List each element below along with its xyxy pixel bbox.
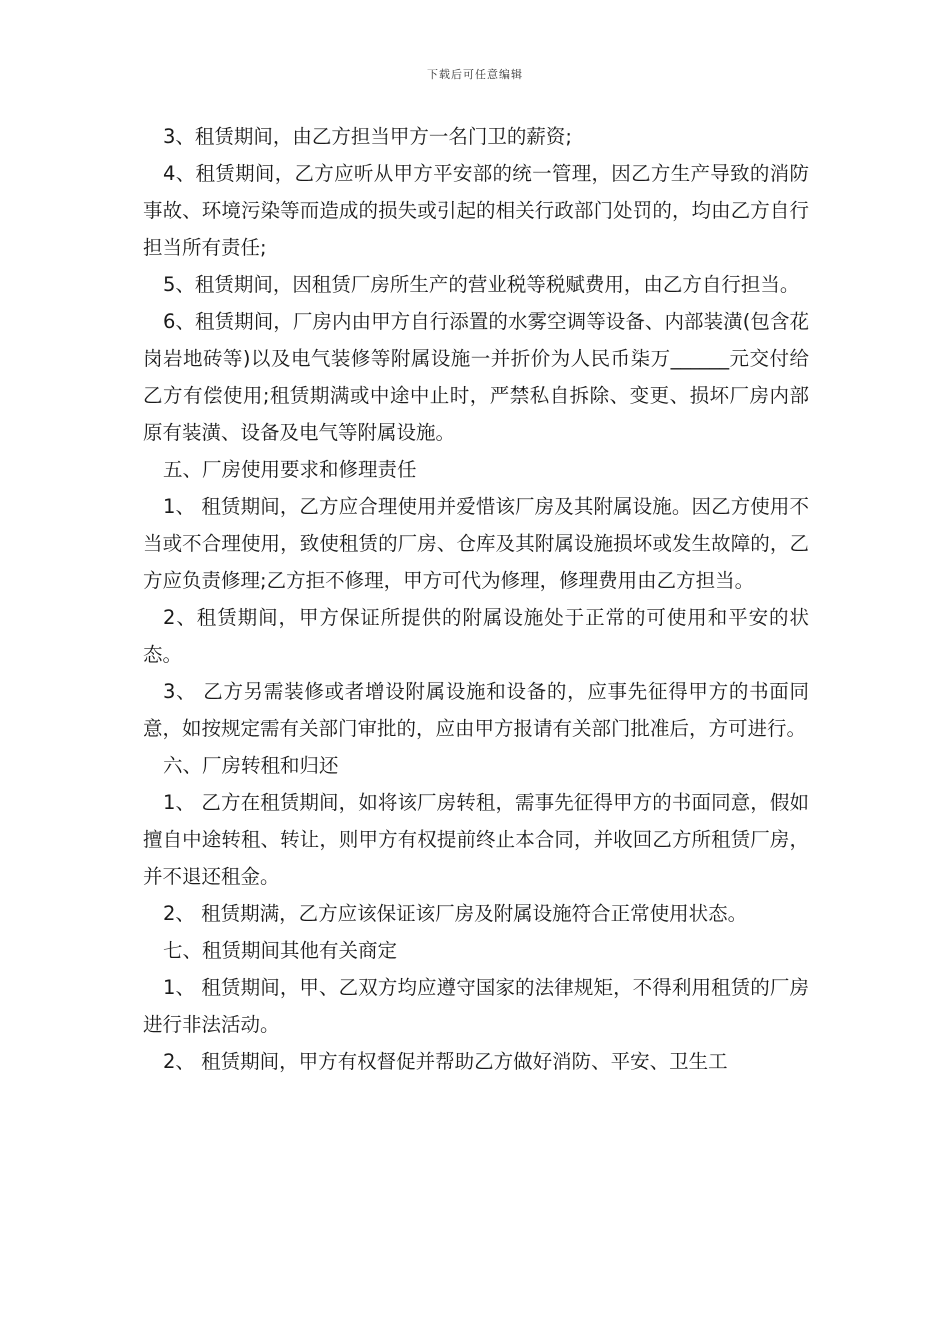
paragraph-clause-4: 4、租赁期间，乙方应听从甲方平安部的统一管理，因乙方生产导致的消防事故、环境污染等而造成的损失或引起的相关行政部门处罚的，均由乙方自行担当所有责任;	[143, 162, 809, 259]
paragraph-clause-5: 5、租赁期间，因租赁厂房所生产的营业税等税赋费用，由乙方自行担当。	[163, 273, 800, 296]
paragraph-clause-3: 3、租赁期间，由乙方担当甲方一名门卫的薪资;	[163, 125, 572, 148]
paragraph-section7-clause-2: 2、 租赁期间，甲方有权督促并帮助乙方做好消防、平安、卫生工	[163, 1050, 728, 1073]
paragraph-section5-clause-3: 3、 乙方另需装修或者增设附属设施和设备的，应事先征得甲方的书面同意，如按规定需有关部门审批的，应由甲方报请有关部门批准后，方可进行。	[143, 680, 809, 740]
page-header: 下载后可任意编辑	[427, 68, 523, 81]
document-body	[143, 118, 809, 1080]
section-heading-7: 七、租赁期间其他有关商定	[163, 939, 398, 962]
paragraph-section7-clause-1: 1、 租赁期间，甲、乙双方均应遵守国家的法律规矩，不得利用租赁的厂房进行非法活动。	[143, 976, 809, 1036]
paragraph-section6-clause-1: 1、 乙方在租赁期间，如将该厂房转租，需事先征得甲方的书面同意，假如擅自中途转租、转让，则甲方有权提前终止本合同，并收回乙方所租赁厂房，并不退还租金。	[143, 791, 809, 888]
paragraph-section5-clause-2: 2、租赁期间，甲方保证所提供的附属设施处于正常的可使用和平安的状态。	[143, 606, 809, 666]
section-heading-6: 六、厂房转租和归还	[163, 754, 339, 777]
paragraph-section5-clause-1: 1、 租赁期间，乙方应合理使用并爱惜该厂房及其附属设施。因乙方使用不当或不合理使用，致使租赁的厂房、仓库及其附属设施损坏或发生故障的，乙方应负责修理;乙方拒不修理，甲方可代为修理，修理费用由乙方担当。	[143, 495, 809, 592]
paragraph-clause-6: 6、租赁期间，厂房内由甲方自行添置的水雾空调等设备、内部装潢(包含花岗岩地砖等)以及电气装修等附属设施一并折价为人民币柒万______元交付给乙方有偿使用;租赁期满或中途中止时，严禁私自拆除、变更、损坏厂房内部原有装潢、设备及电气等附属设施。	[143, 310, 809, 444]
section-heading-5: 五、厂房使用要求和修理责任	[163, 458, 417, 481]
paragraph-section6-clause-2: 2、 租赁期满，乙方应该保证该厂房及附属设施符合正常使用状态。	[163, 902, 748, 925]
